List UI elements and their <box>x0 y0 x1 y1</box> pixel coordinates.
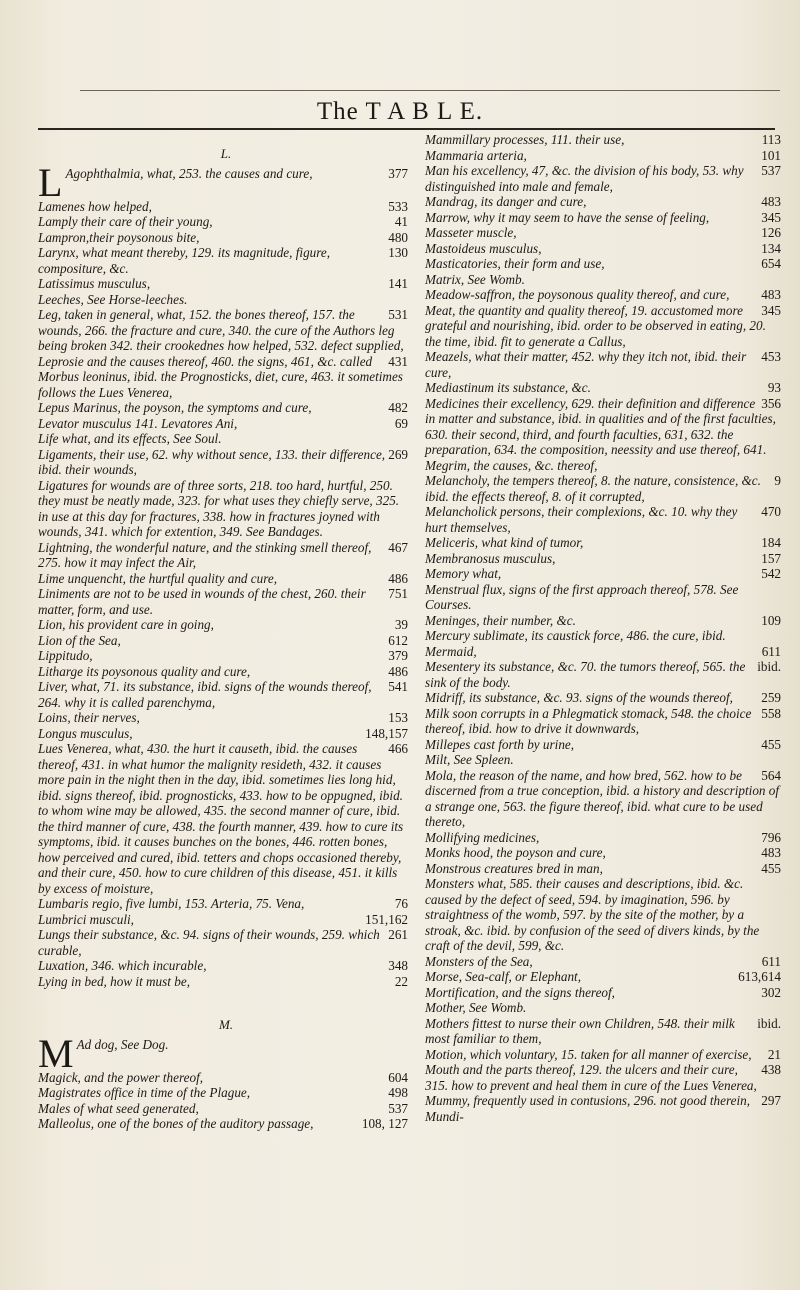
entry-text: Lippitudo, <box>38 648 93 663</box>
index-entry <box>425 1047 787 1063</box>
entry-text: Midriff, its substance, &c. 93. signs of the wounds thereof, <box>425 690 733 705</box>
index-entry <box>425 969 787 985</box>
index-entry <box>38 1116 414 1132</box>
entry-text: Malleolus, one of the bones of the auditory passage, <box>38 1116 314 1131</box>
entry-text: Lampron,their poysonous bite, <box>38 229 200 245</box>
page-ref: 157 <box>761 550 781 566</box>
page-ref: 9 <box>774 473 781 488</box>
page-ref: 259 <box>761 690 781 705</box>
index-entry <box>425 132 787 148</box>
index-entry <box>38 912 414 928</box>
page-ref: 377 <box>388 165 408 181</box>
index-entry <box>38 1085 414 1101</box>
page-ref: 130 <box>388 245 408 260</box>
index-entry <box>38 571 414 587</box>
page-ref: 542 <box>761 566 781 581</box>
page-ref: 531 <box>388 307 408 322</box>
page-ref: 613,614 <box>738 969 781 984</box>
page-ref: 184 <box>761 535 781 550</box>
top-rule <box>80 90 780 91</box>
page-ref: 751 <box>388 586 408 601</box>
entry-text: Loins, their nerves, <box>38 710 140 725</box>
entry-text: Lues Venerea, what, 430. the hurt it causeth, ibid. the causes thereof, 431. in what humor the malignity resideth, 432. it causes more pain in the night then in the day, ibid. sometimes lies long hid, ibid. signs thereof, ibid. prognosticks, 433. how to be oppugned, ibid. to whom wine may be allowed, 435. the second manner of cure, ibid. the third manner of cure, 438. the fourth manner, 439. how to cure its symptoms, ibid. it causes bunches on the bones, 446. rotten bones, how perceived and cured, ibid. tetters and chops occasioned thereby, and their cure, 450. how to cure children of this disease, 451. it kills by excess of moisture, <box>38 741 404 896</box>
entry-text: Lying in bed, how it must be, <box>38 973 190 989</box>
page-ref: 470 <box>761 504 781 519</box>
entry-text: Liniments are not to be used in wounds of the chest, 260. their matter, form, and use. <box>38 586 366 617</box>
entry-text: Mermaid, <box>425 643 477 659</box>
entry-text: Lumbrici musculi, <box>38 911 134 927</box>
header-rule <box>38 128 775 130</box>
entry-text: Lightning, the wonderful nature, and the stinking smell thereof, 275. how it may infect the Air, <box>38 539 372 570</box>
index-entry <box>425 504 787 535</box>
index-entry <box>38 679 414 710</box>
entry-text: Mandrag, its danger and cure, <box>425 194 587 209</box>
index-entry <box>38 617 414 633</box>
index-entry <box>425 876 787 954</box>
index-entry <box>425 1062 787 1093</box>
entry-text: Meazels, what their matter, 452. why they itch not, ibid. their cure, <box>425 349 747 380</box>
index-entry <box>425 706 787 737</box>
entry-text: Mothers fittest to nurse their own Children, 548. their milk most familiar to them, <box>425 1015 735 1046</box>
index-entry <box>38 1030 414 1076</box>
page-ref: 22 <box>394 973 408 989</box>
entry-text: Liver, what, 71. its substance, ibid. signs of the wounds thereof, 264. why it is called parenchyma, <box>38 679 372 710</box>
right-column <box>425 132 787 1124</box>
page-ref: 431 <box>388 353 408 369</box>
page-ref: 482 <box>388 400 408 415</box>
page-ref: 537 <box>761 163 781 178</box>
index-entry <box>425 628 787 644</box>
page-ref: 483 <box>761 845 781 860</box>
index-entry <box>425 194 787 210</box>
entry-text: Ligatures for wounds are of three sorts, 218. too hard, hurtful, 250. they must be neatly made, 323. for what uses they chiefly serve, 325. in use at this day for fractures, 338. how in fractures joyned with wounds, 341. which for extention, 349. See Bandages. <box>38 477 400 539</box>
entry-text: Mother, See Womb. <box>425 1000 527 1015</box>
entry-text: Milk soon corrupts in a Phlegmatick stomack, 548. the choice thereof, ibid. how to drive it downwards, <box>425 705 752 736</box>
entry-text: Mastoideus musculus, <box>425 240 542 256</box>
entry-text: Melancholy, the tempers thereof, 8. the nature, consistence, &c. ibid. the effects thereof, 8. of it corrupted, <box>425 473 761 504</box>
index-entry <box>38 586 414 617</box>
index-entry <box>425 380 787 396</box>
page-ref: 109 <box>761 612 781 628</box>
entry-text: Monsters of the Sea, <box>425 953 533 969</box>
page-ref: 453 <box>761 349 781 364</box>
index-entry <box>38 230 414 246</box>
index-entry <box>38 159 414 205</box>
entry-text: Lumbaris regio, five lumbi, 153. Arteria, 75. Vena, <box>38 896 305 911</box>
page-ref: 438 <box>761 1062 781 1077</box>
page-ref: 533 <box>388 198 408 214</box>
entry-text: Morse, Sea-calf, or Elephant, <box>425 969 582 984</box>
page-ref: 466 <box>388 741 408 756</box>
page-ref: 604 <box>388 1069 408 1085</box>
index-entry <box>425 752 787 768</box>
index-entry <box>425 566 787 582</box>
index-entry <box>38 974 414 990</box>
page-ref: 41 <box>394 214 408 229</box>
page-ref: 39 <box>394 617 408 632</box>
index-entry <box>38 245 414 276</box>
index-entry <box>38 354 414 401</box>
page-ref: 537 <box>388 1100 408 1116</box>
page-ref: 379 <box>388 648 408 663</box>
entry-text: Ad dog, See Dog. <box>76 1036 169 1052</box>
index-entry <box>38 416 414 432</box>
entry-text: Lamenes how helped, <box>38 198 152 214</box>
page-title: The T A B L E. <box>316 98 484 125</box>
entry-text: Menstrual flux, signs of the first approach thereof, 578. See Courses. <box>425 581 739 612</box>
entry-text: Larynx, what meant thereby, 129. its magnitude, figure, compositure, &c. <box>38 245 331 276</box>
entry-text: Mouth and the parts thereof, 129. the ulcers and their cure, 315. how to prevent and heal them in cure of the Lues Venerea, <box>425 1062 757 1093</box>
index-entry <box>425 1016 787 1047</box>
page-ref: 297 <box>761 1093 781 1108</box>
entry-text: Mummy, frequently used in contusions, 296. not good therein, <box>425 1093 751 1108</box>
index-entry <box>425 845 787 861</box>
index-entry <box>38 540 414 571</box>
index-entry <box>38 741 414 896</box>
page-ref: 261 <box>388 927 408 942</box>
right-entry-list <box>425 132 787 1124</box>
index-entry <box>425 582 787 613</box>
page-ref: 108, 127 <box>361 1116 408 1131</box>
left-entry-list <box>38 159 414 990</box>
index-entry <box>425 830 787 846</box>
index-entry <box>425 613 787 629</box>
index-entry <box>425 737 787 753</box>
page-ref: 796 <box>761 829 781 845</box>
index-entry <box>425 396 787 474</box>
index-entry <box>38 958 414 974</box>
entry-text: Leg, taken in general, what, 152. the bones thereof, 157. the wounds, 266. the fracture and cure, 340. the cure of the Authors leg being broken 342. their crookednes how helped, 532. defect supplied, <box>38 307 404 353</box>
page-ref: 486 <box>388 663 408 679</box>
index-entry <box>425 690 787 706</box>
page-ref: 654 <box>761 256 781 271</box>
entry-text: Mollifying medicines, <box>425 829 540 845</box>
page-ref: 541 <box>388 679 408 694</box>
index-entry <box>425 861 787 877</box>
entry-text: Mercury sublimate, its caustick force, 486. the cure, ibid. <box>425 628 726 643</box>
entry-text: Leeches, See Horse-leeches. <box>38 291 188 307</box>
entry-text: Mediastinum its substance, &c. <box>425 380 591 395</box>
index-entry <box>38 199 414 215</box>
page-ref: 467 <box>388 539 408 555</box>
page-ref: 302 <box>761 984 781 1000</box>
index-entry <box>38 431 414 447</box>
index-entry <box>38 307 414 354</box>
page-ref: 113 <box>761 132 781 147</box>
index-entry <box>425 256 787 272</box>
entry-text: Magick, and the power thereof, <box>38 1069 204 1085</box>
page-ref: 148,157 <box>365 725 408 741</box>
index-entry <box>425 225 787 241</box>
page-ref: ibid. <box>757 659 781 674</box>
page-ref: 345 <box>761 209 781 225</box>
index-entry <box>425 659 787 690</box>
index-entry <box>425 1093 787 1109</box>
index-entry <box>425 473 787 504</box>
page-ref: ibid. <box>757 1015 781 1031</box>
entry-text: Mammaria arteria, <box>425 147 527 163</box>
entry-text: Lamply their care of their young, <box>38 214 213 229</box>
page-ref: 153 <box>388 710 408 725</box>
page-ref: 483 <box>761 194 781 209</box>
index-entry <box>425 954 787 970</box>
page-ref: 126 <box>761 225 781 240</box>
index-entry <box>425 148 787 164</box>
drop-cap: L <box>38 159 63 205</box>
entry-text: Mesentery its substance, &c. 70. the tumors thereof, 565. the sink of the body. <box>425 659 746 690</box>
index-entry <box>425 349 787 380</box>
index-entry <box>38 478 414 540</box>
left-m-entry-list <box>38 1030 414 1132</box>
page-ref: 480 <box>388 229 408 245</box>
entry-text: Melancholick persons, their complexions, &c. 10. why they hurt themselves, <box>425 504 738 535</box>
index-entry <box>38 447 414 478</box>
index-entry <box>38 633 414 649</box>
entry-text: Medicines their excellency, 629. their definition and difference in matter and substance, ibid. in qualities and of the first faculties, 630. their second, third, and fourth faculties, 631, 632. the preparation, 634. the composition, neessity and use thereof, 641. Megrim, the causes, &c. thereof, <box>425 395 776 473</box>
entry-text: Memory what, <box>425 566 502 581</box>
entry-text: Masticatories, their form and use, <box>425 256 605 271</box>
index-entry <box>38 292 414 308</box>
section-letter-m: M. <box>218 1017 234 1032</box>
entry-text: Magistrates office in time of the Plague, <box>38 1085 251 1100</box>
entry-text: Motion, which voluntary, 15. taken for all manner of exercise, <box>425 1046 752 1062</box>
entry-text: Lion of the Sea, <box>38 632 121 648</box>
page-ref: 76 <box>394 896 408 911</box>
entry-text: Life what, and its effects, See Soul. <box>38 431 222 446</box>
left-column <box>38 132 414 1132</box>
index-entry <box>425 1109 787 1125</box>
entry-text: Milt, See Spleen. <box>425 752 514 767</box>
page-ref: 21 <box>767 1046 781 1062</box>
index-entry <box>425 241 787 257</box>
index-entry <box>425 1000 787 1016</box>
entry-text: Mundi- <box>425 1108 464 1124</box>
entry-text: Man his excellency, 47, &c. the division of his body, 53. why distinguished into male and female, <box>425 163 744 194</box>
entry-text: Longus musculus, <box>38 725 133 741</box>
page-ref: 564 <box>761 767 781 783</box>
page-ref: 345 <box>761 302 781 318</box>
entry-text: Mortification, and the signs thereof, <box>425 984 615 1000</box>
section-letter-l: L. <box>220 146 232 161</box>
index-entry <box>425 644 787 660</box>
index-entry <box>425 287 787 303</box>
entry-text: Membranosus musculus, <box>425 550 556 566</box>
drop-cap: M <box>38 1030 74 1076</box>
index-entry <box>38 896 414 912</box>
entry-text: Meliceris, what kind of tumor, <box>425 535 584 550</box>
index-entry <box>425 985 787 1001</box>
page-ref: 483 <box>761 287 781 302</box>
entry-text: Monks hood, the poyson and cure, <box>425 845 606 860</box>
index-entry <box>425 535 787 551</box>
index-entry <box>38 648 414 664</box>
entry-text: Meninges, their number, &c. <box>425 612 576 628</box>
index-entry <box>425 163 787 194</box>
entry-text: Millepes cast forth by urine, <box>425 736 575 752</box>
entry-text: Lime unquencht, the hurtful quality and cure, <box>38 570 278 586</box>
index-entry <box>38 276 414 292</box>
entry-text: Agophthalmia, what, 253. the causes and cure, <box>65 165 313 181</box>
index-entry <box>425 551 787 567</box>
entry-text: Males of what seed generated, <box>38 1100 199 1116</box>
index-entry <box>425 768 787 830</box>
entry-text: Marrow, why it may seem to have the sense of feeling, <box>425 209 710 225</box>
index-entry <box>425 272 787 288</box>
entry-text: Mola, the reason of the name, and how bred, 562. how to be discerned from a true conception, ibid. a history and description of a strange one, 563. the figure thereof, ibid. what cure to be used thereto, <box>425 767 780 829</box>
entry-text: Monsters what, 585. their causes and descriptions, ibid. &c. caused by the defect of seed, 594. by imagination, 596. by straightness of the womb, 597. by the site of the mother, by a stroak, &c. ibid. by confusion of the seed of divers kinds, by the craft of the devil, 599, &c. <box>425 876 760 953</box>
entry-text: Leprosie and the causes thereof, 460. the signs, 461, &c. called Morbus leoninus, ibid. the Prognosticks, diet, cure, 463. it sometimes follows the Lues Venerea, <box>38 353 403 400</box>
entry-text: Litharge its poysonous quality and cure, <box>38 663 251 679</box>
page-ref: 558 <box>761 705 781 721</box>
entry-text: Lungs their substance, &c. 94. signs of their wounds, 259. which curable, <box>38 927 380 958</box>
page-ref: 455 <box>761 860 781 876</box>
page-ref: 611 <box>761 953 781 969</box>
entry-text: Masseter muscle, <box>425 225 517 240</box>
index-entry <box>38 927 414 958</box>
index-entry <box>38 664 414 680</box>
entry-text: Ligaments, their use, 62. why without sence, 133. their difference, ibid. their wounds, <box>38 446 386 477</box>
page-ref: 134 <box>761 240 781 256</box>
entry-text: Levator musculus 141. Levatores Ani, <box>38 415 238 431</box>
index-entry <box>38 1070 414 1086</box>
index-entry <box>425 210 787 226</box>
entry-text: Mammillary processes, 111. their use, <box>425 132 625 147</box>
index-entry <box>38 400 414 416</box>
page-ref: 356 <box>761 395 781 411</box>
entry-text: Lion, his provident care in going, <box>38 617 214 632</box>
entry-text: Meat, the quantity and quality thereof, 19. accustomed more grateful and nourishing, ibid. order to be observed in eating, 20. the time, ibid. fit to generate a Callus, <box>425 302 766 349</box>
page-ref: 611 <box>761 643 781 659</box>
entry-text: Meadow-saffron, the poysonous quality thereof, and cure, <box>425 287 730 302</box>
page-ref: 93 <box>767 380 781 395</box>
page-ref: 348 <box>388 958 408 973</box>
page-ref: 69 <box>394 415 408 431</box>
page-ref: 101 <box>761 147 781 163</box>
page-ref: 498 <box>388 1085 408 1100</box>
entry-text: Monstrous creatures bred in man, <box>425 860 603 876</box>
entry-text: Luxation, 346. which incurable, <box>38 958 207 973</box>
page-ref: 269 <box>388 446 408 462</box>
entry-text: Lepus Marinus, the poyson, the symptoms and cure, <box>38 400 312 415</box>
page-ref: 455 <box>761 736 781 752</box>
page-ref: 141 <box>388 276 408 291</box>
entry-text: Latissimus musculus, <box>38 276 151 291</box>
page-ref: 612 <box>388 632 408 648</box>
index-entry <box>38 726 414 742</box>
entry-text: Matrix, See Womb. <box>425 271 525 287</box>
index-entry <box>38 214 414 230</box>
page-ref: 486 <box>388 570 408 586</box>
page-ref: 151,162 <box>365 911 408 927</box>
index-entry <box>38 1101 414 1117</box>
index-entry <box>425 303 787 350</box>
index-entry <box>38 710 414 726</box>
